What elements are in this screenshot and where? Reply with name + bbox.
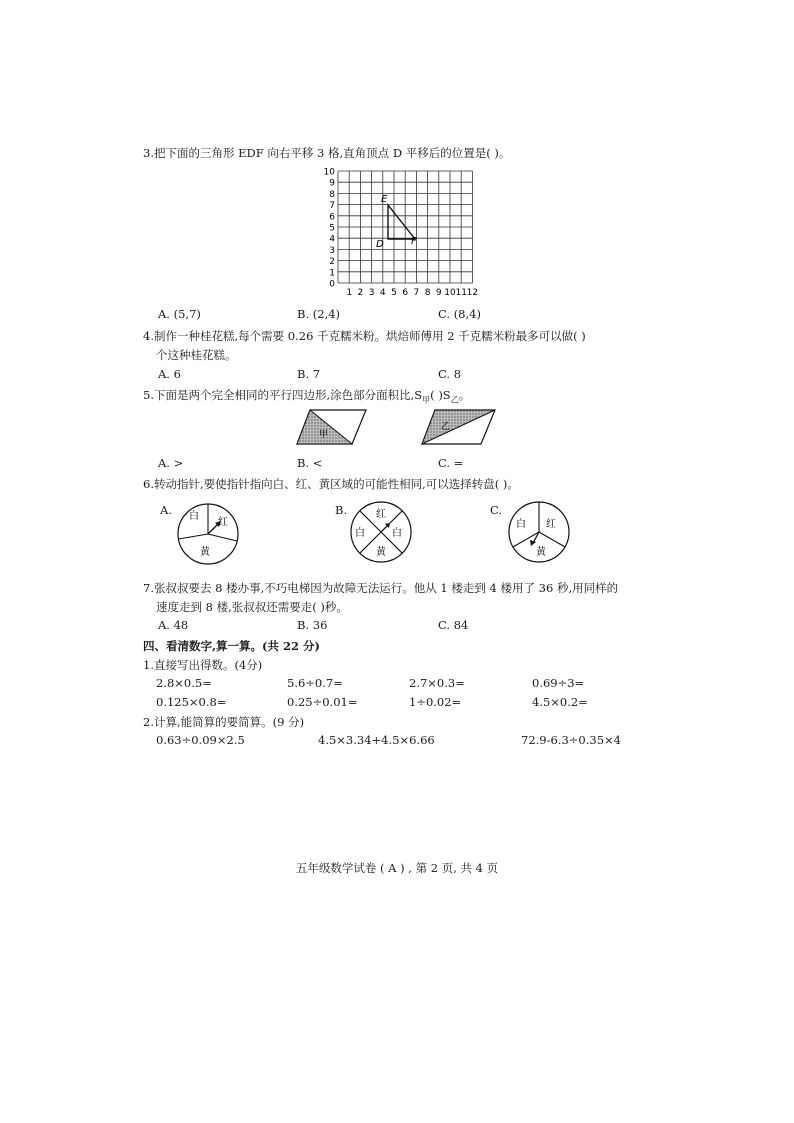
spinner-a[interactable]: [175, 501, 241, 567]
y-tick-label: 6: [329, 212, 335, 223]
q5-option-b[interactable]: B. <: [297, 456, 323, 470]
y-tick-label: 9: [329, 178, 335, 189]
spinner-b-white-right: 白: [392, 528, 402, 539]
spinner-a-yellow: 黄: [200, 547, 210, 558]
fig-yi-label: 乙: [441, 422, 451, 432]
y-tick-label: 7: [329, 201, 335, 212]
spinner-c-red: 红: [546, 519, 556, 530]
point-e-label: E: [381, 194, 388, 205]
point-f-label: F: [411, 236, 417, 247]
x-tick-label: 5: [391, 288, 397, 298]
spinner-c-letter[interactable]: C.: [490, 503, 503, 517]
spinner-a-letter[interactable]: A.: [160, 503, 172, 517]
q5-stem-end: 。: [458, 388, 471, 402]
x-tick-label: 4: [379, 288, 386, 298]
q3-option-b[interactable]: B. (2,4): [297, 307, 341, 321]
q3-stem: 3.把下面的三角形 EDF 向右平移 3 格,直角顶点 D 平移后的位置是( )。: [143, 146, 511, 160]
calc-1-4: 0.69÷3=: [532, 676, 585, 690]
spinner-a-white: 白: [189, 511, 199, 522]
x-tick-label: 7: [413, 288, 420, 298]
y-tick-label: 3: [329, 245, 335, 256]
x-tick-label: 9: [435, 288, 442, 298]
pointer-arrow-b: [381, 525, 388, 532]
q5-stem-mid: ( )S: [430, 388, 451, 402]
spinner-b-white-left: 白: [355, 528, 365, 539]
q5-stem: [143, 387, 470, 405]
q3-grid-figure: [318, 166, 478, 300]
q4-option-c[interactable]: C. 8: [438, 367, 462, 381]
x-tick-label: 8: [424, 288, 431, 298]
q7-option-c[interactable]: C. 84: [438, 618, 469, 632]
q5-option-a[interactable]: A. >: [158, 456, 184, 470]
parallelogram-yi: [421, 407, 497, 447]
x-axis-ticks: [346, 288, 478, 298]
q4-stem-line2: 个这种桂花糕。: [156, 348, 237, 362]
q3-option-c[interactable]: C. (8,4): [438, 307, 481, 321]
compute-1: 0.63÷0.09×2.5: [156, 733, 245, 747]
spinner-c-yellow: 黄: [536, 547, 546, 558]
x-tick-label: 12: [466, 288, 478, 298]
q4-stem: 4.制作一种桂花糕,每个需要 0.26 千克糯米粉。烘焙师傅用 2 千克糯米粉最多可以做( ): [143, 329, 586, 343]
part2-title: 2.计算,能简算的要简算。(9 分): [143, 715, 305, 729]
y-axis-ticks: [324, 168, 336, 290]
spinner-a-red: 红: [218, 517, 228, 528]
spinner-b-letter[interactable]: B.: [335, 503, 348, 517]
q7-stem-line2: 速度走到 8 楼,张叔叔还需要走( )秒。: [156, 600, 348, 614]
x-tick-label: 6: [402, 288, 409, 298]
q6-stem: 6.转动指针,要使指针指向白、红、黄区域的可能性相同,可以选择转盘( )。: [143, 477, 519, 491]
shaded-triangle-yi: [422, 410, 495, 444]
q5-stem-start: 5.下面是两个完全相同的平行四边形,涂色部分面积比,S: [143, 388, 423, 402]
x-tick-label: 10: [444, 288, 456, 298]
spinner-b-red: 红: [376, 509, 386, 520]
y-tick-label: 5: [329, 223, 335, 234]
q5-option-c[interactable]: C. =: [438, 456, 464, 470]
x-tick-label: 3: [368, 288, 375, 298]
calc-2-2: 0.25÷0.01=: [287, 695, 358, 709]
spinner-c[interactable]: [506, 499, 572, 565]
triangle-edf: [388, 205, 415, 239]
calc-2-1: 0.125×0.8=: [156, 695, 227, 709]
x-tick-label: 11: [455, 288, 467, 298]
fig-jia-label: 甲: [319, 430, 329, 440]
x-tick-label: 1: [346, 288, 353, 298]
section4-title: 四、看清数字,算一算。(共 22 分): [143, 639, 320, 653]
x-tick-label: 2: [357, 288, 364, 298]
q4-option-a[interactable]: A. 6: [158, 367, 181, 381]
spinner-b-yellow: 黄: [376, 547, 386, 558]
q7-stem: 7.张叔叔要去 8 楼办事,不巧电梯因为故障无法运行。他从 1 楼走到 4 楼用了 36 秒,用同样的: [143, 581, 619, 595]
y-tick-label: 8: [329, 189, 335, 200]
y-tick-label: 10: [323, 167, 335, 178]
page-footer: 五年级数学试卷 ( A ) , 第 2 页, 共 4 页: [295, 861, 499, 875]
calc-2-4: 4.5×0.2=: [532, 695, 588, 709]
calc-1-1: 2.8×0.5=: [156, 676, 212, 690]
y-tick-label: 2: [329, 257, 335, 268]
y-tick-label: 1: [329, 268, 335, 279]
y-tick-label: 4: [329, 234, 335, 245]
q4-option-b[interactable]: B. 7: [297, 367, 321, 381]
spinner-b[interactable]: [348, 499, 414, 565]
y-tick-label: 0: [329, 279, 335, 290]
compute-2: 4.5×3.34+4.5×6.66: [318, 733, 435, 747]
parallelogram-jia: [296, 407, 368, 447]
calc-1-3: 2.7×0.3=: [409, 676, 465, 690]
calc-1-2: 5.6÷0.7=: [287, 676, 343, 690]
point-d-label: D: [376, 239, 384, 250]
q3-option-a[interactable]: A. (5,7): [158, 307, 201, 321]
q7-option-a[interactable]: A. 48: [158, 618, 189, 632]
q5-sub-jia: 甲: [422, 395, 431, 405]
calc-2-3: 1÷0.02=: [409, 695, 462, 709]
q5-sub-yi: 乙: [450, 395, 459, 405]
part1-title: 1.直接写出得数。(4分): [143, 658, 263, 672]
compute-3: 72.9-6.3÷0.35×4: [521, 733, 621, 747]
spinner-c-white: 白: [516, 519, 526, 530]
q7-option-b[interactable]: B. 36: [297, 618, 328, 632]
